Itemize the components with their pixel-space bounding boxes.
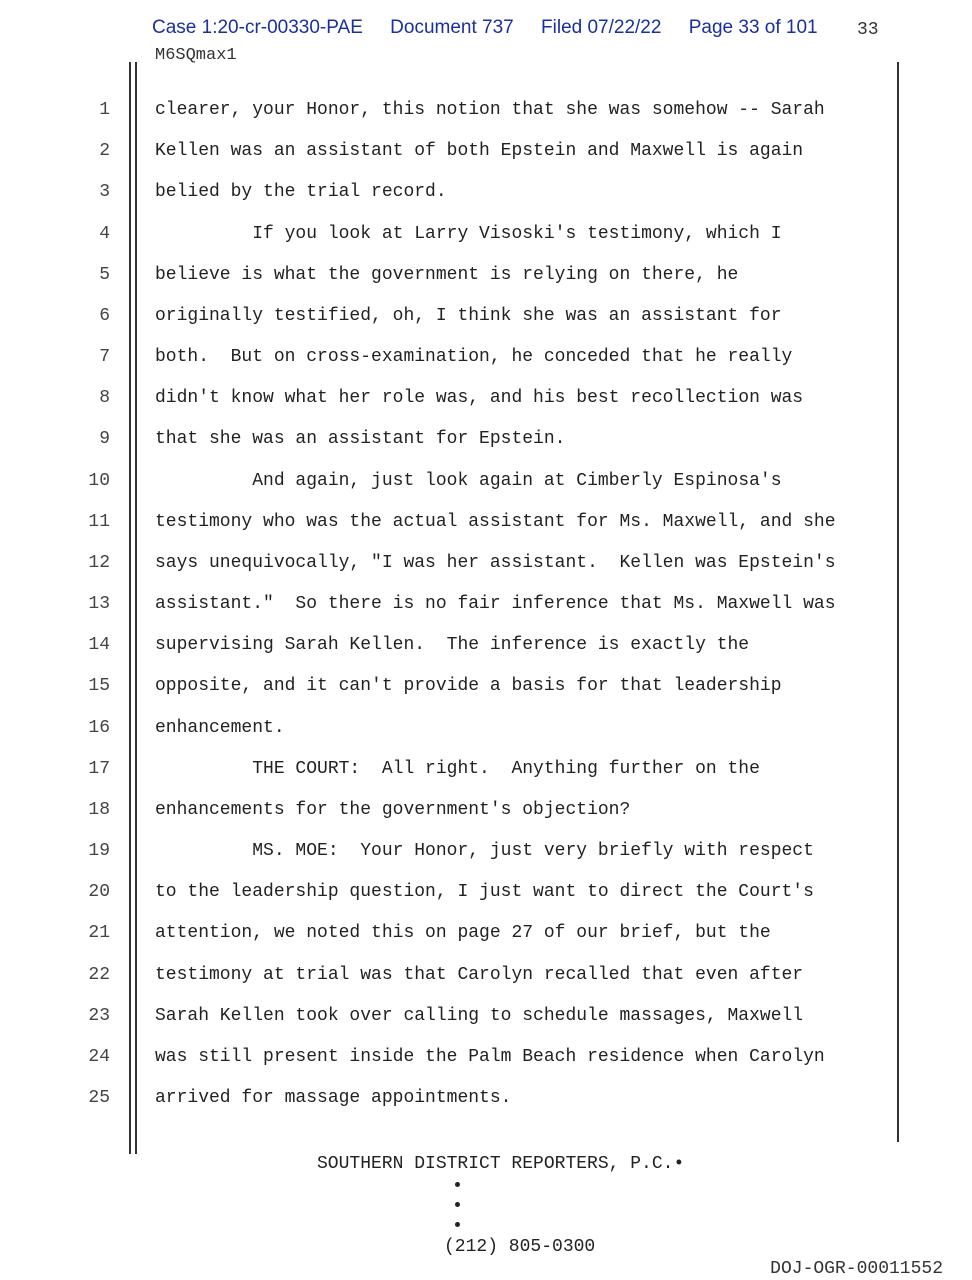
line-number: 1 [99, 100, 110, 120]
line-number: 12 [88, 553, 110, 573]
filing-header [152, 17, 840, 39]
line-number: 19 [88, 841, 110, 861]
line-number: 22 [88, 965, 110, 985]
transcript-line: If you look at Larry Visoski's testimony, which I [155, 224, 782, 244]
line-number: 9 [99, 429, 110, 449]
transcript-line: testimony at trial was that Carolyn recalled that even after [155, 965, 804, 985]
right-rule [897, 62, 899, 1142]
transcript-line: didn't know what her role was, and his best recollection was [155, 388, 804, 408]
footer-dot [455, 1202, 460, 1207]
transcript-line: both. But on cross-examination, he conceded that he really [155, 347, 793, 367]
line-number: 14 [88, 635, 110, 655]
transcript-line: clearer, your Honor, this notion that she was somehow -- Sarah [155, 100, 825, 120]
transcript-line: says unequivocally, "I was her assistant. Kellen was Epstein's [155, 553, 836, 573]
transcript-line: enhancement. [155, 718, 285, 738]
line-number: 21 [88, 923, 110, 943]
transcript-line: Sarah Kellen took over calling to schedule massages, Maxwell [155, 1006, 804, 1026]
page-number: 33 [857, 20, 879, 40]
filed-date: Filed 07/22/22 [541, 17, 662, 38]
line-number: 8 [99, 388, 110, 408]
reporter-phone: (212) 805-0300 [444, 1237, 596, 1257]
line-number: 7 [99, 347, 110, 367]
transcript-line: to the leadership question, I just want to direct the Court's [155, 882, 814, 902]
line-number: 5 [99, 265, 110, 285]
line-number: 13 [88, 594, 110, 614]
transcript-line: opposite, and it can't provide a basis for that leadership [155, 676, 782, 696]
page-of-total: Page 33 of 101 [688, 17, 818, 38]
line-number: 24 [88, 1047, 110, 1067]
case-number: Case 1:20-cr-00330-PAE [152, 17, 363, 38]
line-number: 25 [88, 1088, 110, 1108]
bates-number: DOJ-OGR-00011552 [770, 1259, 943, 1279]
left-rule-outer [129, 62, 131, 1154]
line-number: 23 [88, 1006, 110, 1026]
reporter-footer: SOUTHERN DISTRICT REPORTERS, P.C.• [317, 1154, 685, 1174]
line-number: 6 [99, 306, 110, 326]
transcript-id: M6SQmax1 [155, 46, 237, 65]
line-number: 20 [88, 882, 110, 902]
transcript-line: supervising Sarah Kellen. The inference is exactly the [155, 635, 750, 655]
line-number: 17 [88, 759, 110, 779]
transcript-line: testimony who was the actual assistant for Ms. Maxwell, and she [155, 512, 836, 532]
transcript-line: enhancements for the government's objection? [155, 800, 631, 820]
line-number: 16 [88, 718, 110, 738]
transcript-line: was still present inside the Palm Beach residence when Carolyn [155, 1047, 825, 1067]
transcript-line: that she was an assistant for Epstein. [155, 429, 566, 449]
line-number: 18 [88, 800, 110, 820]
transcript-line: believe is what the government is relying on there, he [155, 265, 739, 285]
transcript-line: arrived for massage appointments. [155, 1088, 512, 1108]
line-number: 15 [88, 676, 110, 696]
transcript-line: Kellen was an assistant of both Epstein and Maxwell is again [155, 141, 804, 161]
footer-dot [455, 1182, 460, 1187]
line-number: 3 [99, 182, 110, 202]
line-number: 10 [88, 471, 110, 491]
transcript-line: THE COURT: All right. Anything further on the [155, 759, 760, 779]
line-number: 2 [99, 141, 110, 161]
transcript-line: belied by the trial record. [155, 182, 447, 202]
transcript-line: attention, we noted this on page 27 of our brief, but the [155, 923, 771, 943]
transcript-line: assistant." So there is no fair inference that Ms. Maxwell was [155, 594, 836, 614]
left-rule-inner [135, 62, 137, 1154]
transcript-line: And again, just look again at Cimberly Espinosa's [155, 471, 782, 491]
document-number: Document 737 [390, 17, 514, 38]
line-number: 4 [99, 224, 110, 244]
line-number: 11 [88, 512, 110, 532]
transcript-line: originally testified, oh, I think she was an assistant for [155, 306, 782, 326]
footer-dot [455, 1222, 460, 1227]
transcript-line: MS. MOE: Your Honor, just very briefly with respect [155, 841, 814, 861]
